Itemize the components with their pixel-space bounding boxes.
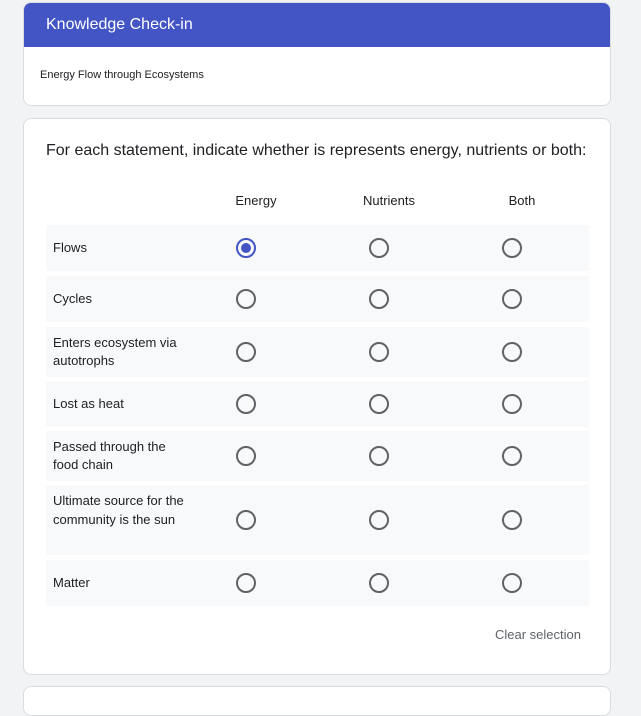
radio-both[interactable]	[502, 342, 522, 362]
radio-energy[interactable]	[236, 446, 256, 466]
radio-nutrients[interactable]	[369, 289, 389, 309]
grid-row-label: Flows	[53, 239, 87, 255]
radio-energy[interactable]	[236, 342, 256, 362]
form-header-card	[23, 2, 611, 106]
grid-row	[46, 485, 589, 555]
question-text: For each statement, indicate whether is represents energy, nutrients or both:	[46, 142, 587, 159]
column-header-nutrients: Nutrients	[362, 193, 416, 208]
radio-nutrients[interactable]	[369, 573, 389, 593]
radio-nutrients[interactable]	[369, 342, 389, 362]
grid-row	[46, 560, 589, 606]
radio-energy[interactable]	[236, 573, 256, 593]
clear-selection-button[interactable]: Clear selection	[495, 627, 581, 642]
grid-row-label: Cycles	[53, 290, 93, 306]
radio-both[interactable]	[502, 289, 522, 309]
radio-nutrients[interactable]	[369, 394, 389, 414]
grid-row-label: Enters ecosystem via autotrophs	[53, 334, 177, 368]
column-header-energy: Energy	[235, 193, 277, 208]
radio-both[interactable]	[502, 238, 522, 258]
form-subtitle: Energy Flow through Ecosystems	[40, 69, 204, 81]
radio-energy[interactable]	[236, 289, 256, 309]
grid-row-label: Lost as heat	[53, 395, 124, 411]
radio-both[interactable]	[502, 510, 522, 530]
radio-both[interactable]	[502, 394, 522, 414]
radio-both[interactable]	[502, 446, 522, 466]
radio-nutrients[interactable]	[369, 510, 389, 530]
radio-energy[interactable]	[236, 394, 256, 414]
radio-nutrients[interactable]	[369, 238, 389, 258]
grid-row-label: Ultimate source for the community is the sun	[53, 493, 184, 527]
grid-row	[46, 225, 589, 271]
grid-row	[46, 431, 589, 481]
radio-both[interactable]	[502, 573, 522, 593]
grid-row-label: Matter	[53, 574, 90, 590]
radio-nutrients[interactable]	[369, 446, 389, 466]
radio-energy[interactable]	[236, 510, 256, 530]
column-header-both: Both	[508, 193, 536, 208]
radio-energy[interactable]	[236, 238, 256, 258]
form-title: Knowledge Check-in	[24, 3, 610, 47]
grid-row	[46, 276, 589, 322]
grid-row	[46, 381, 589, 427]
next-question-card	[23, 686, 611, 716]
grid-row-label: Passed through the food chain	[53, 438, 166, 472]
grid-question-card	[23, 118, 611, 675]
grid-row	[46, 327, 589, 377]
